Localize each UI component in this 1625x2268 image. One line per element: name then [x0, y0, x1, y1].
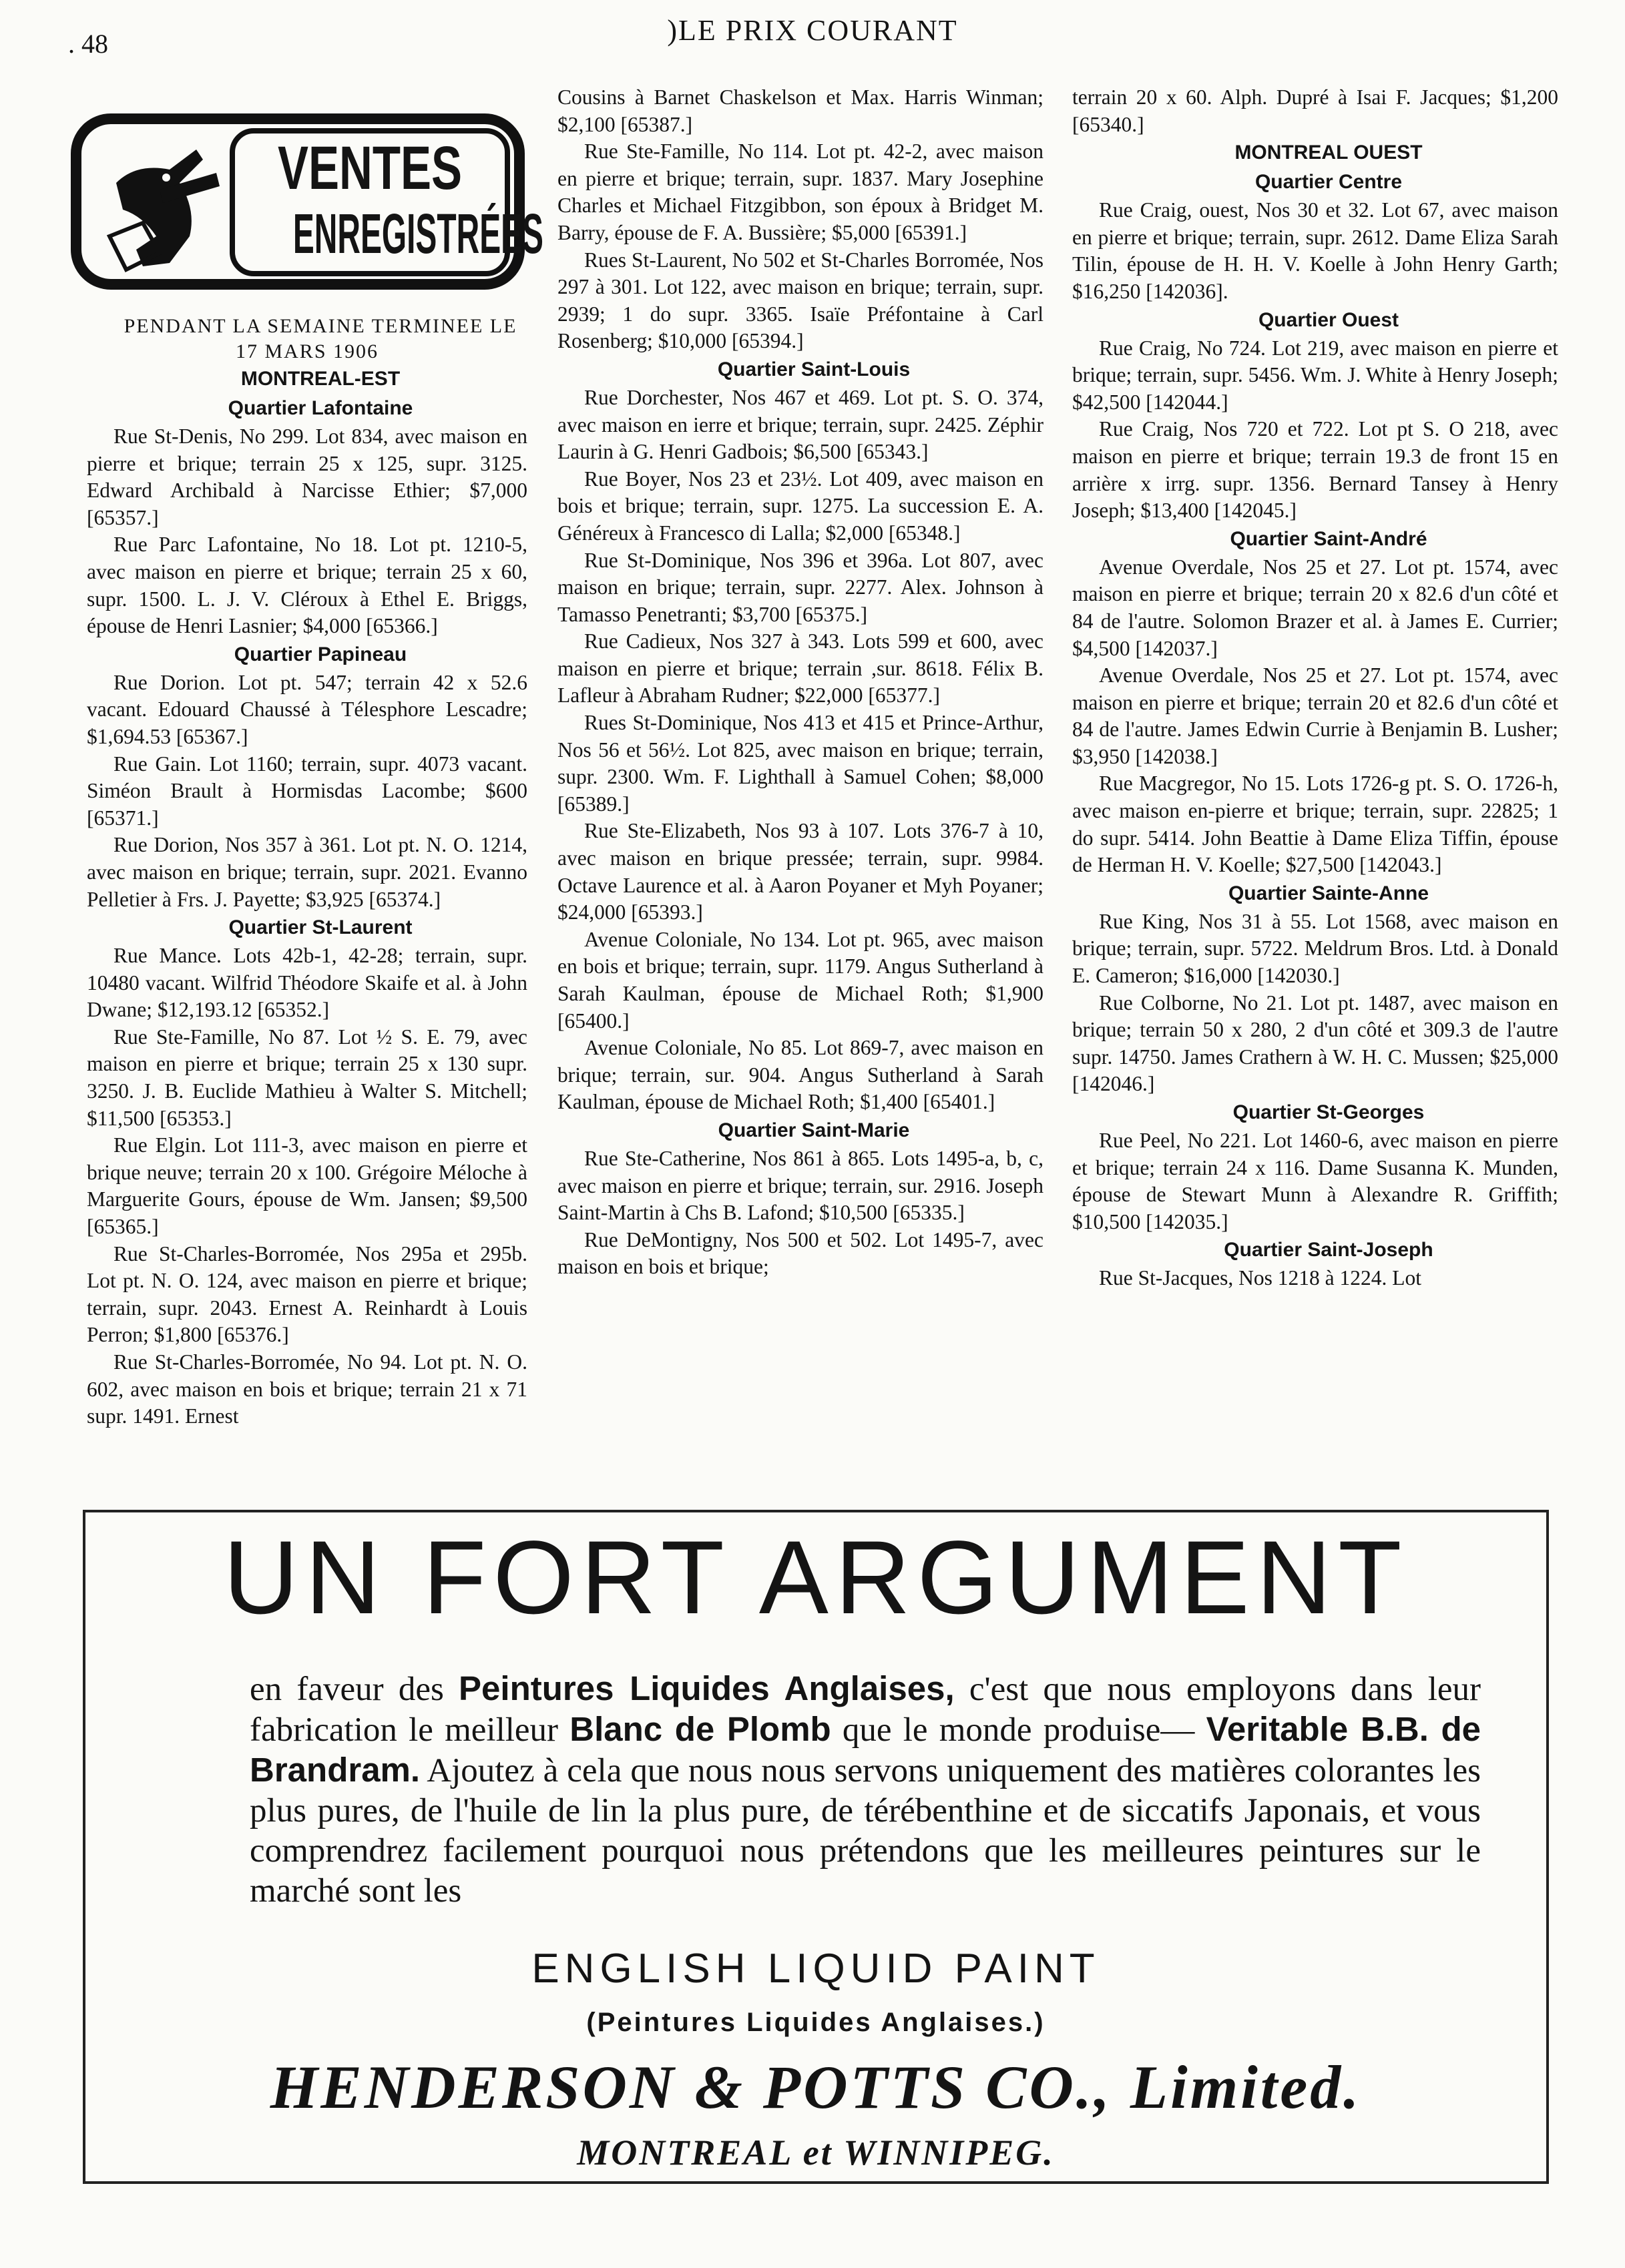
ad-text: que le monde produise— — [831, 1711, 1206, 1749]
section-heading: Quartier Lafontaine — [228, 397, 413, 419]
sale-entry: Rue Parc Lafontaine, No 18. Lot pt. 1210-5, avec maison en pierre et brique; terrain 25 x 60, supr. 1500. L. J. V. Cléroux à Ethel E. Briggs, épouse de Henri Lasnier; $4,000 [65366.] — [87, 533, 527, 638]
sale-entry: Rue DeMontigny, Nos 500 et 502. Lot 1495-7, avec maison en bois et brique; — [557, 1227, 1043, 1279]
sale-entry: Rue St-Denis, No 299. Lot 834, avec maison en pierre et brique; terrain 25 x 125, supr. 3125. Edward Archibald à Narcisse Ethier; $7,000 [65357.] — [87, 424, 527, 529]
sale-entry: Rue St-Dominique, Nos 396 et 396a. Lot 807, avec maison en brique; terrain, supr. 2277. Alex. Johnson à Tamasso Penetranti; $3,700 [65375.] — [557, 548, 1043, 626]
section-heading: Quartier Saint-Joseph — [1224, 1239, 1433, 1261]
ventes-banner — [71, 113, 544, 290]
sale-entry: Rue St-Charles-Borromée, Nos 295a et 295b. Lot pt. N. O. 124, avec maison en pierre et brique; terrain, supr. 2043. Ernest A. Reinhardt à Louis Perron; $1,800 [65376.] — [87, 1241, 527, 1347]
section-heading: MONTREAL OUEST — [1234, 141, 1423, 164]
sale-entry: Rue Peel, No 221. Lot 1460-6, avec maison en pierre et brique; terrain 24 x 116. Dame Susanna K. Munden, épouse de Stewart Munn à Alexandre R. Griffith; $10,500 [142035.] — [1072, 1129, 1558, 1233]
ad-product-subtitle: (Peintures Liquides Anglaises.) — [586, 2008, 1046, 2037]
section-heading: Quartier Saint-André — [1230, 527, 1427, 550]
banner-title-line1: VENTES — [277, 134, 463, 202]
section-heading: Quartier Saint-Louis — [717, 358, 911, 380]
sale-entry: Rue Craig, ouest, Nos 30 et 32. Lot 67, avec maison en pierre et brique; terrain, supr. 2612. Dame Eliza Sarah Tilin, épouse de H. H. V. Koelle à John Henry Garth; $16,250 [142036]. — [1072, 198, 1558, 303]
ad-text: Ajoutez à cela que nous nous servons uniquement des matières colorantes les plus pures, de l'huile de lin la plus pure, de térébenthine et de siccatifs Japonais, et vous comprendrez facilement pourquoi nous prétendons que les meilleures peintures sur le marché sont les — [250, 1752, 1481, 1910]
section-heading: Quartier Ouest — [1258, 308, 1399, 331]
section-heading: Quartier Papineau — [234, 643, 407, 665]
sale-entry: Rue Macgregor, No 15. Lots 1726-g pt. S. O. 1726-h, avec maison en-pierre et brique; terrain, supr. 22825; 1 do supr. 5414. John Beattie à Dame Eliza Tiffin, épouse de Herman H. V. Koelle; $27,500 [142043.] — [1072, 772, 1558, 877]
column-1 — [87, 314, 527, 1430]
sale-entry: Rue Cadieux, Nos 327 à 343. Lots 599 et 600, avec maison en pierre et brique; terrain ,sur. 8618. Félix B. Lafleur à Abraham Rudner; $22,000 [65377.] — [557, 629, 1043, 707]
sale-entry: Rue Dorion, Nos 357 à 361. Lot pt. N. O. 1214, avec maison en brique; terrain, supr. 2021. Evanno Pelletier à Frs. J. Payette; $3,925 [65374.] — [87, 833, 527, 911]
sale-entry: Rues St-Laurent, No 502 et St-Charles Borromée, Nos 297 à 301. Lot 122, avec maison en brique; terrain, supr. 2939; 1 do supr. 3365. Isaïe Préfontaine à Carl Rosenberg; $10,000 [65394.] — [557, 248, 1043, 353]
sale-entry: Rue Ste-Famille, No 87. Lot ½ S. E. 79, avec maison en pierre et brique; terrain 25 x 130 supr. 3250. J. B. Euclide Mathieu à Walter S. Mitchell; $11,500 [65353.] — [87, 1025, 527, 1130]
page-number: . 48 — [68, 29, 108, 59]
sale-entry: Rue St-Jacques, Nos 1218 à 1224. Lot — [1099, 1266, 1421, 1290]
week-intro: PENDANT LA SEMAINE TERMINEE LE 17 MARS 1906 — [124, 315, 517, 362]
column-2 — [557, 84, 1043, 1281]
sale-entry: Rue Boyer, Nos 23 et 23½. Lot 409, avec maison en bois et brique; terrain, supr. 1275. La succession E. A. Généreux à Francesco di Lalla; $2,000 [65348.] — [557, 467, 1043, 545]
sale-entry: Rues St-Dominique, Nos 413 et 415 et Prince-Arthur, Nos 56 et 56½. Lot 825, avec maison en brique; terrain, supr. 2300. Wm. F. Lighthall à Samuel Cohen; $8,000 [65389.] — [557, 711, 1043, 816]
sale-entry: Rue Dorchester, Nos 467 et 469. Lot pt. S. O. 374, avec maison en ierre et brique; terrain, supr. 2425. Zéphir Laurin à G. Henri Gadbois; $6,500 [65343.] — [557, 385, 1043, 464]
herald-horn-icon — [96, 136, 230, 276]
ad-body — [250, 1669, 1481, 1911]
sale-entry: Rue Craig, Nos 720 et 722. Lot pt S. O 218, avec maison en pierre et brique; terrain 19.3 de front 15 en arrière x irrg. supr. 1356. Bernard Tansey à Henry Joseph; $13,400 [142045.] — [1072, 417, 1558, 523]
sale-entry: Rue King, Nos 31 à 55. Lot 1568, avec maison en brique; terrain, supr. 5722. Meldrum Bros. Ltd. à Donald E. Cameron; $16,000 [142030.] — [1072, 909, 1558, 988]
banner-title-line2: ENREGISTRÉES — [292, 202, 544, 265]
sale-entry: Rue Elgin. Lot 111-3, avec maison en pierre et brique neuve; terrain 20 x 100. Grégoire Méloche à Marguerite Gours, épouse de Wm. Jansen; $9,500 [65365.] — [87, 1133, 527, 1239]
section-heading: Quartier Sainte-Anne — [1228, 882, 1429, 904]
ad-emphasis: Blanc de Plomb — [569, 1710, 831, 1748]
ad-emphasis: Veritable B.B. de Brandram. — [250, 1710, 1481, 1789]
sale-entry: Avenue Coloniale, No 134. Lot pt. 965, avec maison en bois et brique; terrain, supr. 1179. Angus Sutherland à Sarah Kaulman, épouse de Michael Roth; $1,900 [65400.] — [557, 927, 1043, 1033]
section-heading: MONTREAL-EST — [240, 368, 401, 390]
ad-product-name: ENGLISH LIQUID PAINT — [531, 1946, 1100, 1992]
sale-entry: Avenue Overdale, Nos 25 et 27. Lot pt. 1574, avec maison en pierre et brique; terrain 20 et 82.6 d'un côté et 84 de l'autre. James Edwin Currie à Benjamin B. Lusher; $3,950 [142038.] — [1072, 663, 1558, 768]
section-heading: Quartier Saint-Marie — [718, 1119, 910, 1141]
advertisement — [83, 1510, 1549, 2184]
column-3 — [1072, 84, 1558, 1292]
ad-emphasis: Peintures Liquides Anglaises, — [459, 1669, 955, 1707]
section-heading: Quartier Centre — [1254, 171, 1403, 194]
sale-entry: Rue Mance. Lots 42b-1, 42-28; terrain, supr. 10480 vacant. Wilfrid Théodore Skaife et al. à John Dwane; $12,193.12 [65352.] — [87, 944, 527, 1022]
sale-entry: Rue Ste-Famille, No 114. Lot pt. 42-2, avec maison en pierre et brique; terrain, supr. 1837. Mary Josephine Charles et Michael Fitzgibbon, son époux à Bridget M. Barry, épouse de F. A. Bussière; $5,000 [65391.] — [557, 139, 1043, 244]
sale-entry: terrain 20 x 60. Alph. Dupré à Isai F. Jacques; $1,200 [65340.] — [1072, 85, 1558, 136]
section-heading: Quartier St-Georges — [1232, 1101, 1425, 1123]
section-heading: Quartier St-Laurent — [228, 916, 413, 939]
sale-entry: Avenue Overdale, Nos 25 et 27. Lot pt. 1574, avec maison en pierre et brique; terrain 20 x 82.6 d'un côté et 84 de l'autre. Solomon Brazer et al. à James E. Currier; $4,500 [142037.] — [1072, 555, 1558, 660]
sale-entry: Rue Ste-Elizabeth, Nos 93 à 107. Lots 376-7 à 10, avec maison en brique pressée; terrain, supr. 9984. Octave Laurence et al. à Aaron Poyaner et Myh Poyaner; $24,000 [65393.] — [557, 819, 1043, 924]
ad-text: en faveur des — [250, 1671, 459, 1708]
sale-entry: Rue Ste-Catherine, Nos 861 à 865. Lots 1495-a, b, c, avec maison en pierre et brique; terrain, sur. 2916. Joseph Saint-Martin à Chs B. Lafond; $10,500 [65335.] — [557, 1146, 1043, 1225]
sale-entry: Rue Gain. Lot 1160; terrain, supr. 4073 vacant. Siméon Brault à Hormisdas Lacombe; $600 [65371.] — [87, 752, 527, 830]
sale-entry: Rue Dorion. Lot pt. 547; terrain 42 x 52.6 vacant. Edouard Chaussé à Télesphore Lescadre; $1,694.53 [65367.] — [87, 670, 527, 748]
sale-entry: Avenue Coloniale, No 85. Lot 869-7, avec maison en brique; terrain, sur. 904. Angus Sutherland à Sarah Kaulman, épouse de Michael Roth; $1,400 [65401.] — [557, 1036, 1043, 1114]
running-head: )LE PRIX COURANT — [667, 14, 958, 47]
banner-title-frame — [230, 128, 544, 276]
sale-entry: Rue Craig, No 724. Lot 219, avec maison en pierre et brique; terrain, supr. 5456. Wm. J. White à Henry Joseph; $42,500 [142044.] — [1072, 336, 1558, 414]
sale-entry: Rue Colborne, No 21. Lot pt. 1487, avec maison en brique; terrain 50 x 280, 2 d'un côté et 309.3 de l'autre supr. 14750. James Crathern à W. H. C. Mussen; $25,000 [142046.] — [1072, 990, 1558, 1096]
sale-entry: Cousins à Barnet Chaskelson et Max. Harris Winman; $2,100 [65387.] — [557, 85, 1043, 136]
ad-text: c'est que nous employons dans leur fabrication le meilleur — [250, 1671, 1481, 1749]
ad-company-name: HENDERSON & POTTS CO., Limited. — [270, 2053, 1362, 2121]
sale-entry: Rue St-Charles-Borromée, No 94. Lot pt. N. O. 602, avec maison en bois et brique; terrain 21 x 71 supr. 1491. Ernest — [87, 1350, 527, 1428]
ad-title: UN FORT ARGUMENT — [223, 1520, 1409, 1636]
ad-company-cities: MONTREAL et WINNIPEG. — [577, 2133, 1055, 2173]
